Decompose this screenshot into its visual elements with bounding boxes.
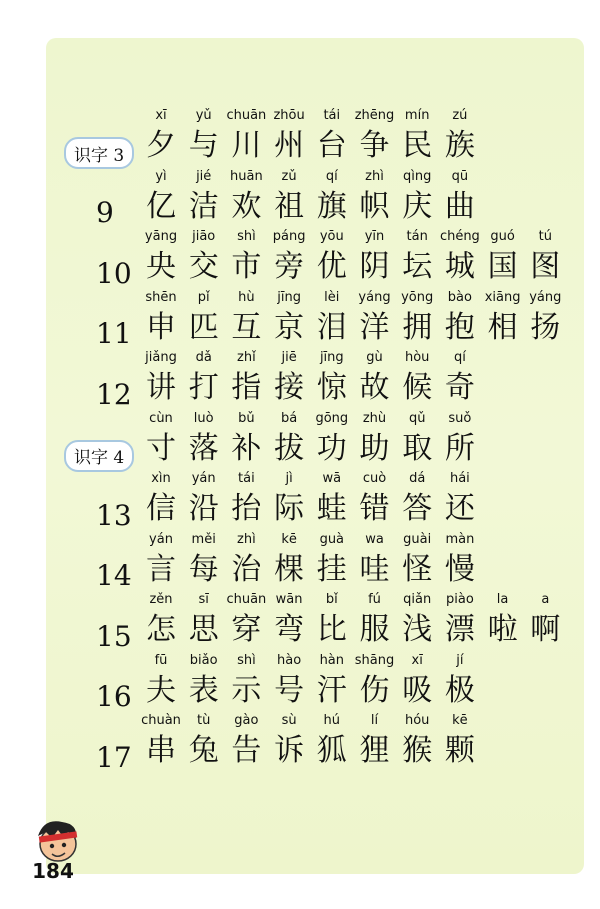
hanzi: 讲: [146, 370, 176, 405]
hanzi: 打: [188, 370, 219, 405]
hanzi: 错: [359, 491, 390, 526]
hanzi: 还: [444, 491, 475, 526]
pinyin: jiǎng: [145, 350, 177, 365]
pinyin: yán: [191, 471, 216, 486]
pinyin: suǒ: [448, 410, 472, 426]
pinyin: mín: [404, 108, 430, 123]
hanzi: 州: [274, 128, 305, 163]
hanzi: 思: [188, 612, 219, 647]
hanzi: 相: [487, 309, 518, 345]
pinyin: màn: [445, 531, 475, 547]
hanzi: 所: [444, 430, 475, 466]
hanzi: 狸: [359, 733, 390, 768]
hanzi: 极: [444, 672, 475, 708]
hanzi: 帜: [359, 188, 390, 224]
hanzi: 亿: [146, 188, 176, 224]
pinyin: bǐ: [325, 592, 338, 607]
hanzi: 弯: [274, 612, 305, 647]
pinyin: yōng: [401, 289, 434, 305]
lesson-number: 10: [96, 256, 132, 290]
pinyin: shì: [237, 229, 256, 244]
pinyin: zhì: [237, 531, 256, 547]
pinyin: la: [496, 592, 509, 607]
hanzi: 诉: [274, 733, 305, 768]
pinyin: qìng: [403, 168, 432, 184]
hanzi: 治: [231, 551, 262, 587]
lesson-number: 16: [96, 680, 132, 713]
hanzi: 取: [402, 430, 433, 466]
lesson-tag: 识字 3: [64, 137, 134, 169]
hanzi: 颗: [444, 733, 475, 768]
lesson-number: 17: [96, 740, 132, 774]
table-row: [0, 411, 600, 471]
hanzi: 兔: [188, 733, 219, 768]
hanzi: 交: [188, 249, 219, 284]
hanzi: 故: [359, 370, 390, 405]
pinyin: shēn: [145, 289, 177, 305]
hanzi: 答: [402, 491, 433, 526]
hanzi: 匹: [188, 309, 219, 345]
pinyin: kē: [452, 713, 468, 728]
pinyin: lí: [370, 713, 379, 728]
table-row: [0, 350, 600, 410]
hanzi: 抱: [444, 309, 475, 345]
pinyin: xī: [411, 652, 423, 668]
table-row: [0, 229, 600, 289]
hanzi: 候: [402, 370, 433, 405]
hanzi: 每: [188, 551, 219, 587]
pinyin: dǎ: [195, 350, 212, 365]
pinyin: biǎo: [189, 652, 218, 668]
hanzi: 祖: [274, 188, 305, 224]
hanzi: 争: [359, 128, 390, 163]
pinyin: bǔ: [238, 410, 255, 426]
pinyin: zú: [452, 108, 468, 123]
pinyin: jié: [196, 168, 212, 184]
lesson-number: 15: [96, 619, 132, 653]
pinyin: wa: [365, 531, 384, 547]
pinyin: tán: [406, 229, 428, 244]
hanzi: 与: [188, 128, 219, 163]
hanzi: 洋: [359, 309, 390, 345]
pinyin: yōu: [319, 229, 344, 244]
hanzi: 信: [146, 491, 176, 526]
pinyin: hóu: [404, 713, 430, 728]
hanzi: 告: [231, 733, 262, 768]
hanzi: 接: [274, 370, 305, 405]
pinyin: yáng: [358, 289, 391, 305]
hanzi: 国: [487, 249, 518, 284]
hanzi: 助: [359, 430, 390, 466]
hanzi: 挂: [316, 551, 347, 587]
hanzi: 泪: [316, 309, 347, 345]
pinyin: cuò: [362, 471, 387, 486]
pinyin: yǔ: [195, 108, 212, 123]
pinyin: piào: [445, 592, 474, 607]
hanzi: 指: [231, 370, 262, 405]
hanzi: 言: [146, 551, 176, 587]
pinyin: tù: [197, 713, 211, 728]
hanzi: 阴: [359, 249, 390, 284]
hanzi: 蛙: [316, 491, 347, 526]
hanzi: 洁: [188, 188, 219, 224]
pinyin: zhù: [362, 410, 387, 426]
pinyin: guó: [490, 229, 515, 244]
hanzi: 互: [231, 309, 262, 345]
hanzi: 狐: [316, 733, 347, 768]
hanzi: 夫: [146, 672, 176, 708]
hanzi: 吸: [402, 672, 433, 708]
pinyin: jiē: [281, 350, 297, 365]
hanzi: 拥: [402, 309, 433, 345]
lesson-number: 11: [96, 317, 132, 350]
pinyin: shāng: [354, 652, 395, 668]
hanzi: 台: [316, 128, 347, 163]
hanzi: 市: [231, 249, 262, 284]
lesson-number: 14: [96, 559, 132, 592]
pinyin: lèi: [324, 289, 340, 305]
hanzi: 民: [402, 128, 433, 163]
table-row: [0, 471, 600, 531]
pinyin: shì: [237, 652, 256, 668]
hanzi: 怪: [402, 551, 433, 587]
pinyin: hòu: [404, 350, 430, 365]
pinyin: hú: [323, 713, 341, 728]
pinyin: yáng: [529, 289, 562, 305]
pinyin: qiǎn: [403, 592, 432, 607]
pinyin: zhēng: [354, 108, 395, 123]
hanzi: 漂: [444, 612, 475, 647]
pinyin: bào: [447, 289, 472, 305]
table-row: [0, 169, 600, 229]
hanzi: 城: [444, 249, 475, 284]
table-row: [0, 290, 600, 350]
hanzi: 服: [359, 612, 390, 647]
hanzi: 夕: [146, 128, 176, 163]
pinyin: xiāng: [484, 289, 521, 305]
pinyin: guà: [319, 531, 345, 547]
hanzi: 补: [231, 430, 262, 466]
hanzi: 伤: [359, 672, 390, 708]
pinyin: huān: [230, 168, 263, 184]
pinyin: chuàn: [141, 713, 181, 728]
pinyin: bá: [280, 410, 298, 426]
hanzi: 号: [274, 672, 305, 708]
table-row: [0, 653, 600, 713]
pinyin: jì: [285, 471, 293, 486]
pinyin: yán: [149, 531, 173, 547]
pinyin: měi: [191, 531, 216, 547]
pinyin: gōng: [315, 410, 349, 426]
pinyin: hái: [449, 471, 470, 486]
hanzi: 扬: [530, 309, 561, 345]
pinyin: jí: [456, 652, 464, 668]
hanzi: 怎: [146, 612, 176, 647]
lesson-number: 12: [96, 377, 132, 411]
hanzi: 串: [146, 733, 176, 768]
hanzi: 棵: [274, 551, 305, 587]
table-row: [0, 713, 600, 773]
hanzi: 落: [188, 430, 219, 466]
hanzi: 奇: [444, 370, 475, 405]
pinyin: chuān: [226, 108, 267, 123]
hanzi: 示: [231, 672, 262, 708]
table-row: [0, 532, 600, 592]
pinyin: wān: [275, 592, 303, 607]
hanzi: 啊: [530, 612, 561, 647]
hanzi: 寸: [146, 430, 176, 466]
hanzi: 猴: [402, 733, 433, 768]
pinyin: dá: [409, 471, 426, 486]
pinyin: tái: [323, 108, 341, 123]
pinyin: kē: [281, 531, 297, 547]
pinyin: tú: [538, 229, 552, 244]
pinyin: jīng: [277, 289, 301, 305]
pinyin: hàn: [319, 652, 345, 668]
pinyin: guài: [403, 531, 432, 547]
hanzi: 优: [316, 249, 347, 284]
pinyin: tái: [238, 471, 255, 486]
pinyin: wā: [322, 471, 342, 486]
hanzi: 欢: [231, 188, 262, 224]
hanzi: 图: [530, 249, 561, 284]
pinyin: fú: [368, 592, 381, 607]
hanzi: 坛: [402, 249, 433, 284]
lesson-tag: 识字 4: [64, 440, 134, 472]
pinyin: zhǐ: [237, 350, 256, 365]
pinyin: yāng: [144, 229, 178, 244]
pinyin: jiāo: [192, 229, 216, 244]
hanzi: 抬: [231, 491, 262, 526]
hanzi: 旗: [316, 188, 347, 224]
hanzi: 旁: [274, 249, 305, 284]
hanzi: 慢: [444, 551, 475, 587]
hanzi: 川: [231, 128, 262, 163]
hanzi: 比: [316, 612, 347, 647]
hanzi: 际: [274, 491, 305, 526]
pinyin: chéng: [439, 229, 480, 244]
lesson-number: 13: [96, 498, 132, 532]
pinyin: qí: [325, 168, 338, 184]
hanzi: 汗: [316, 672, 347, 708]
pinyin: zhì: [365, 168, 384, 184]
pinyin: qǔ: [408, 410, 426, 426]
hanzi: 申: [146, 309, 176, 345]
pinyin: a: [541, 592, 550, 607]
table-row: [0, 592, 600, 652]
pinyin: jīng: [319, 350, 344, 365]
hanzi: 功: [316, 430, 347, 466]
pinyin: gào: [234, 713, 259, 728]
pinyin: qū: [451, 168, 469, 184]
hanzi: 曲: [444, 188, 475, 224]
pinyin: hù: [238, 289, 255, 305]
hanzi: 京: [274, 309, 305, 345]
hanzi: 穿: [231, 612, 262, 647]
hanzi: 庆: [402, 188, 433, 224]
page-number: 184: [32, 859, 74, 883]
pinyin: luò: [193, 410, 214, 426]
pinyin: yì: [155, 168, 167, 184]
pinyin: zěn: [149, 592, 173, 607]
pinyin: yīn: [364, 229, 385, 244]
pinyin: qí: [453, 350, 466, 365]
hanzi: 央: [146, 249, 176, 284]
table-row: [0, 108, 600, 168]
hanzi: 哇: [359, 551, 390, 587]
pinyin: gù: [366, 350, 383, 365]
hanzi: 沿: [188, 491, 219, 526]
pinyin: cùn: [149, 410, 173, 426]
hanzi: 浅: [402, 612, 433, 647]
pinyin: hào: [277, 652, 302, 668]
lesson-number: 9: [96, 196, 114, 229]
pinyin: páng: [272, 229, 306, 244]
hanzi: 惊: [316, 370, 347, 405]
pinyin: pǐ: [197, 289, 210, 305]
pinyin: xī: [155, 108, 167, 123]
pinyin: sī: [198, 592, 209, 607]
pinyin: chuān: [226, 592, 267, 607]
pinyin: fū: [154, 652, 168, 668]
pinyin: zhōu: [273, 108, 305, 123]
hanzi: 啦: [487, 612, 518, 647]
pinyin: xìn: [151, 471, 171, 486]
hanzi: 拔: [274, 430, 305, 466]
hanzi: 族: [444, 128, 475, 163]
mascot-image: [22, 814, 102, 894]
hanzi: 表: [188, 672, 219, 708]
pinyin: sù: [281, 713, 297, 728]
pinyin: zǔ: [281, 168, 297, 184]
